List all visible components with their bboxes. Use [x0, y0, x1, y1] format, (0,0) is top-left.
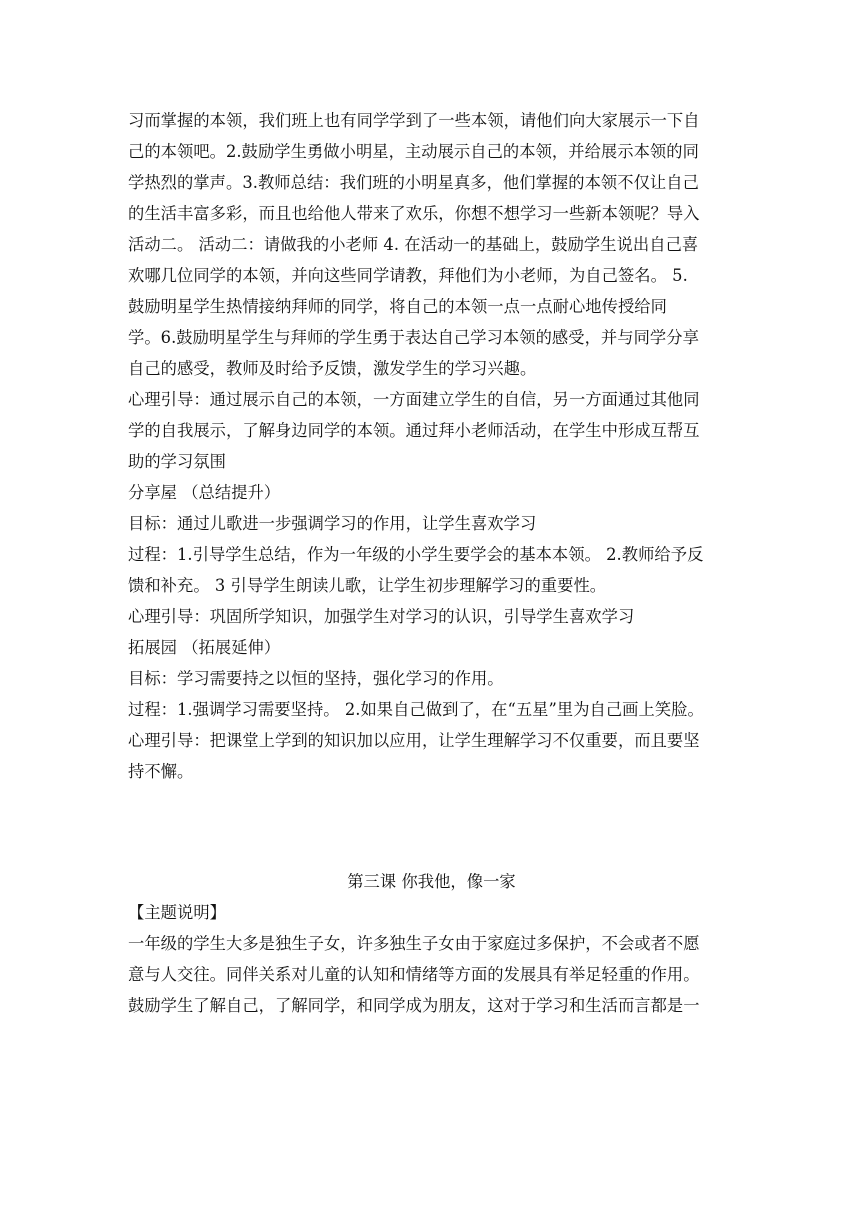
paragraph-line: 的生活丰富多彩，而且也给他人带来了欢乐，你想不想学习一些新本领呢？导入 [128, 204, 700, 223]
section-spacer [128, 787, 733, 866]
paragraph-line: 一年级的学生大多是独生子女，许多独生子女由于家庭过多保护，不会或者不愿 [128, 934, 700, 953]
goal-line: 目标：学习需要持之以恒的坚持，强化学习的作用。 [128, 669, 504, 688]
paragraph-line: 习而掌握的本领，我们班上也有同学学到了一些本领，请他们向大家展示一下自 [128, 111, 700, 130]
psych-guidance-line: 持不懈。 [128, 762, 194, 781]
lesson-title: 第三课 你我他，像一家 [347, 872, 516, 891]
goal-line: 目标：通过儿歌进一步强调学习的作用，让学生喜欢学习 [128, 514, 537, 533]
psych-guidance-line: 心理引导：巩固所学知识，加强学生对学习的认识，引导学生喜欢学习 [128, 607, 635, 626]
psych-guidance-line: 心理引导：通过展示自己的本领，一方面建立学生的自信，另一方面通过其他同 [128, 390, 700, 409]
process-line: 过程：1.强调学习需要坚持。 2.如果自己做到了，在“五星”里为自己画上笑脸。 [128, 700, 704, 719]
paragraph-line: 欢哪几位同学的本领，并向这些同学请教，拜他们为小老师，为自己签名。 5. [128, 266, 688, 285]
psych-guidance-line: 学的自我展示，了解身边同学的本领。通过拜小老师活动，在学生中形成互帮互 [128, 421, 700, 440]
process-line: 馈和补充。 3 引导学生朗读儿歌，让学生初步理解学习的重要性。 [128, 576, 607, 595]
paragraph-line: 自己的感受，教师及时给予反馈，激发学生的学习兴趣。 [128, 359, 537, 378]
paragraph-line: 学热烈的掌声。3.教师总结：我们班的小明星真多，他们掌握的本领不仅让自己 [128, 173, 699, 192]
psych-guidance-line: 心理引导：把课堂上学到的知识加以应用，让学生理解学习不仅重要，而且要坚 [128, 731, 700, 750]
section-heading-share-room: 分享屋 （总结提升） [128, 483, 281, 502]
section-heading-extension: 拓展园 （拓展延伸） [128, 638, 281, 657]
theme-heading: 【主题说明】 [128, 903, 226, 922]
paragraph-line: 鼓励学生了解自己，了解同学，和同学成为朋友，这对于学习和生活而言都是一 [128, 996, 700, 1015]
paragraph-line: 活动二。 活动二：请做我的小老师 4. 在活动一的基础上，鼓励学生说出自己喜 [128, 235, 699, 254]
paragraph-line: 学。6.鼓励明星学生与拜师的学生勇于表达自己学习本领的感受，并与同学分享 [128, 328, 699, 347]
document-body [128, 105, 733, 1021]
psych-guidance-line: 助的学习氛围 [128, 452, 226, 471]
process-line: 过程：1.引导学生总结，作为一年级的小学生要学会的基本本领。 2.教师给予反 [128, 545, 704, 564]
paragraph-line: 意与人交往。同伴关系对儿童的认知和情绪等方面的发展具有举足轻重的作用。 [128, 965, 700, 984]
paragraph-line: 己的本领吧。2.鼓励学生勇做小明星，主动展示自己的本领，并给展示本领的同 [128, 142, 699, 161]
paragraph-line: 鼓励明星学生热情接纳拜师的同学，将自己的本领一点一点耐心地传授给同 [128, 297, 667, 316]
